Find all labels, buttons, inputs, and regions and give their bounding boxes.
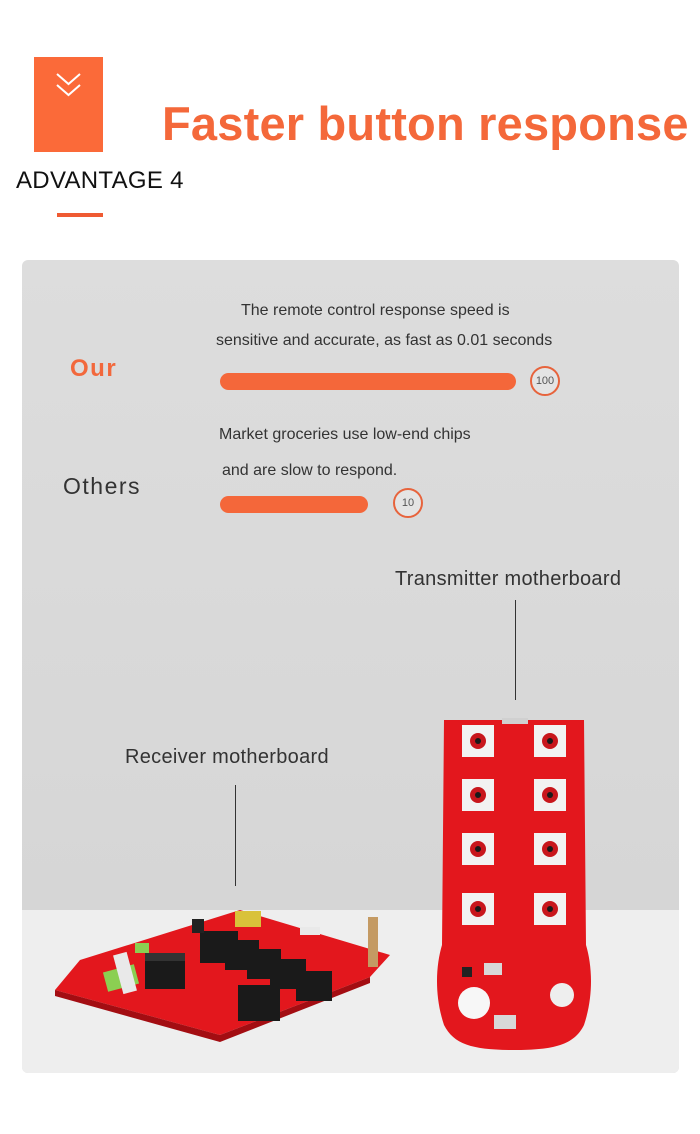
advantage-badge	[34, 57, 103, 152]
others-label: Others	[63, 473, 142, 499]
our-speed-bar	[220, 373, 516, 390]
others-description-line2: and are slow to respond.	[222, 462, 398, 479]
receiver-caption: Receiver motherboard	[125, 746, 329, 768]
receiver-leader-line	[235, 785, 236, 886]
advantage-underline	[57, 213, 103, 217]
advantage-label: ADVANTAGE 4	[16, 167, 184, 194]
our-label: Our	[70, 355, 118, 382]
others-speed-bar	[220, 496, 368, 513]
others-description-line1: Market groceries use low-end chips	[219, 426, 471, 443]
transmitter-motherboard-image	[434, 715, 594, 1055]
our-description-line2: sensitive and accurate, as fast as 0.01 seconds	[216, 332, 553, 349]
receiver-motherboard-image	[50, 905, 390, 1045]
transmitter-leader-line	[515, 600, 516, 700]
transmitter-caption: Transmitter motherboard	[395, 568, 622, 590]
others-score-badge: 10	[393, 488, 423, 518]
page-title: Faster button response	[162, 97, 689, 150]
double-chevron-down-icon	[55, 71, 82, 101]
our-score-badge: 100	[530, 366, 560, 396]
comparison-panel	[22, 260, 679, 1073]
our-description-line1: The remote control response speed is	[241, 302, 510, 319]
